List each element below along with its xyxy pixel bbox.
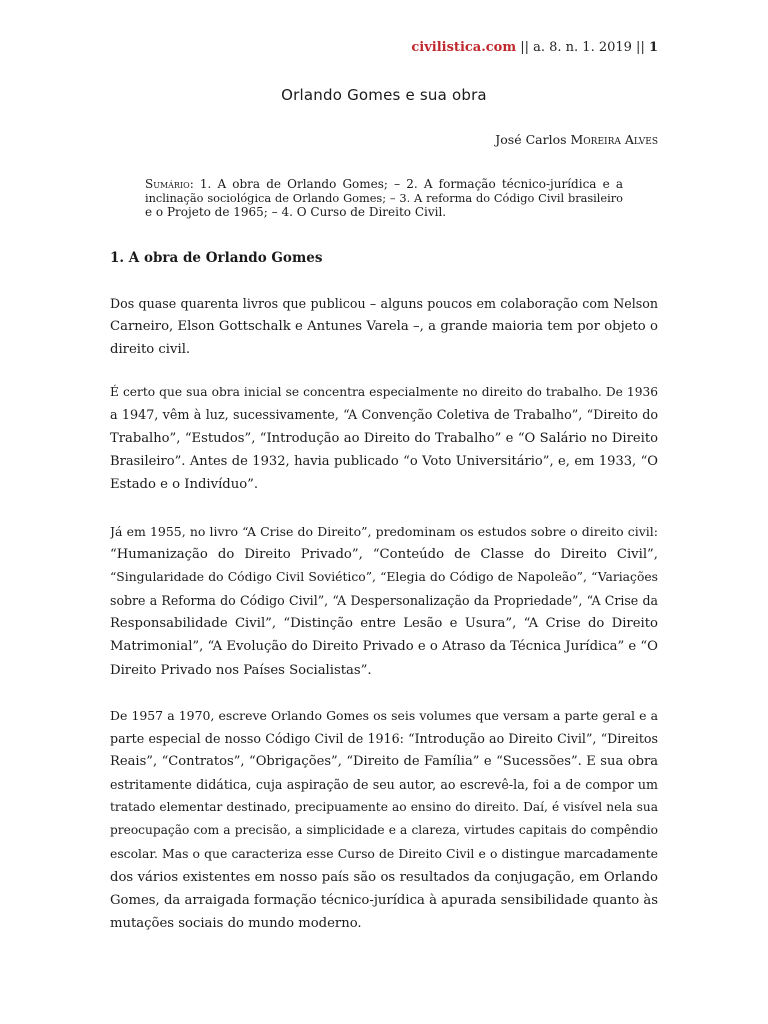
summary-block [145, 177, 623, 219]
running-header [411, 40, 658, 55]
article-title: Orlando Gomes e sua obra [281, 86, 487, 104]
text-line: Reais”, “Contratos”, “Obrigações”, “Direito de Família” e “Sucessões”. E sua obra [110, 754, 658, 770]
text-line: Gomes, da arraigada formação técnico-jurídica à apurada sensibilidade quanto às [110, 892, 658, 908]
text-line: a 1947, vêm à luz, sucessivamente, “A Convenção Coletiva de Trabalho”, “Direito do [110, 408, 658, 424]
paragraph [110, 704, 658, 935]
summary-line: e o Projeto de 1965; – 4. O Curso de Direito Civil. [145, 205, 447, 219]
text-line: tratado elementar destinado, precipuamente ao ensino do direito. Daí, é visível nela sua [110, 800, 658, 815]
text-line: De 1957 a 1970, escreve Orlando Gomes os seis volumes que versam a parte geral e a [110, 708, 658, 723]
text-line: É certo que sua obra inicial se concentra especialmente no direito do trabalho. De 1936 [110, 385, 658, 399]
text-line: estritamente didática, cuja aspiração de seu autor, ao escrevê-la, foi a de compor um [110, 777, 658, 793]
author-surname: Moreira Alves [570, 132, 658, 147]
text-line: mutações sociais do mundo moderno. [110, 915, 362, 931]
text-line: Direito Privado nos Países Socialistas”. [110, 662, 372, 678]
text-line: escolar. Mas o que caracteriza esse Curso de Direito Civil e o distingue marcadamente [110, 846, 658, 861]
summary-line: inclinação sociológica de Orlando Gomes; – 3. A reforma do Código Civil brasileiro [145, 191, 623, 205]
text-line: Trabalho”, “Estudos”, “Introdução ao Direito do Trabalho” e “O Salário no Direito [110, 431, 658, 447]
summary-label: Sumário [145, 177, 190, 191]
text-line: Já em 1955, no livro “A Crise do Direito”, predominam os estudos sobre o direito civil: [110, 524, 658, 539]
text-line: Dos quase quarenta livros que publicou – alguns poucos em colaboração com Nelson [110, 296, 658, 311]
text-line: “Singularidade do Código Civil Soviético”, “Elegia do Código de Napoleão”, “Variações [110, 570, 658, 585]
text-line: Matrimonial”, “A Evolução do Direito Privado e o Atraso da Técnica Jurídica” e “O [110, 639, 658, 655]
summary-line [145, 177, 623, 191]
author-name [495, 132, 658, 147]
text-line: Carneiro, Elson Gottschalk e Antunes Varela –, a grande maioria tem por objeto o [110, 319, 658, 335]
page-number: 1 [648, 40, 658, 55]
text-line: sobre a Reforma do Código Civil”, “A Despersonalização da Propriedade”, “A Crise da [110, 593, 658, 609]
journal-site-name: civilistica.com [411, 40, 517, 55]
text-line: direito civil. [110, 342, 191, 358]
paragraph [110, 292, 658, 361]
paragraph [110, 520, 658, 682]
issue-info: || a. 8. n. 1. 2019 || [516, 40, 649, 55]
text-line: parte especial de nosso Código Civil de 1916: “Introdução ao Direito Civil”, “Direitos [110, 731, 658, 747]
paragraph [110, 381, 658, 496]
text-line: preocupação com a precisão, a simplicidade e a clareza, virtudes capitais do compêndio [110, 823, 658, 838]
text-line: dos vários existentes em nosso país são os resultados da conjugação, em Orlando [110, 869, 658, 885]
summary-text: : 1. A obra de Orlando Gomes; – 2. A formação técnico-jurídica e a [189, 177, 623, 191]
author-given-name: José Carlos [495, 132, 571, 147]
text-line: “Humanização do Direito Privado”, “Conteúdo de Classe do Direito Civil”, [110, 547, 658, 563]
text-line: Brasileiro”. Antes de 1932, havia publicado “o Voto Universitário”, e, em 1933, “O [110, 454, 658, 470]
text-line: Responsabilidade Civil”, “Distinção entre Lesão e Usura”, “A Crise do Direito [110, 616, 658, 632]
text-line: Estado e o Indivíduo”. [110, 477, 259, 493]
section-heading: 1. A obra de Orlando Gomes [110, 250, 323, 266]
